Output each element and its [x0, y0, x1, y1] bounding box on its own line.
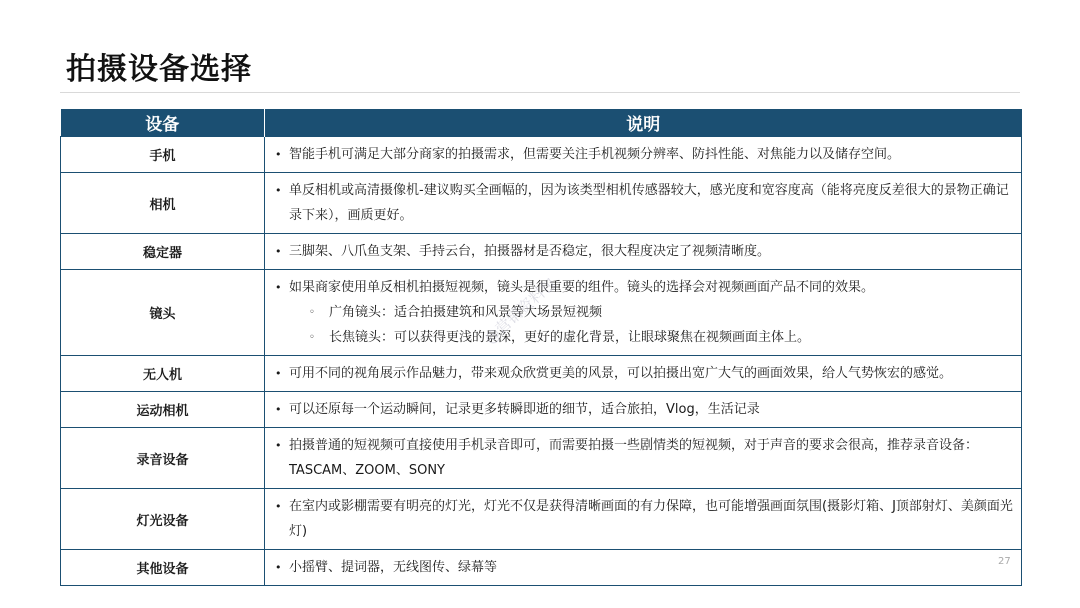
bullet-item: [275, 494, 1013, 544]
sub-bullet-icon: ◦: [309, 332, 315, 343]
bullet-text: 长焦镜头：可以获得更浅的景深，更好的虚化背景，让眼球聚焦在视频画面主体上。: [329, 330, 811, 345]
device-cell: 其他设备: [61, 550, 265, 586]
bullet-item: [275, 433, 1013, 483]
description-cell: [265, 270, 1022, 356]
description-cell: [265, 428, 1022, 489]
page-title: 拍摄设备选择: [66, 52, 252, 87]
device-cell: 镜头: [61, 270, 265, 356]
bullet-text: 三脚架、八爪鱼支架、手持云台，拍摄器材是否稳定，很大程度决定了视频清晰度。: [289, 244, 771, 259]
description-cell: [265, 550, 1022, 586]
bullet-icon: •: [275, 184, 282, 197]
title-divider: [60, 92, 1020, 93]
device-cell: 相机: [61, 173, 265, 234]
bullet-item: [275, 397, 1013, 422]
table-row: [61, 356, 1022, 392]
bullet-text: 小摇臂、提词器，无线图传、绿幕等: [289, 560, 498, 575]
description-cell: [265, 356, 1022, 392]
description-cell: [265, 173, 1022, 234]
bullet-icon: •: [275, 561, 282, 574]
bullet-icon: •: [275, 500, 282, 513]
sub-bullet-icon: ◦: [309, 307, 315, 318]
bullet-text: 在室内或影棚需要有明亮的灯光，灯光不仅是获得清晰画面的有力保障，也可能增强画面氛围(摄影灯箱、J顶部射灯、美颜面光灯): [289, 499, 1013, 539]
bullet-item: [275, 275, 1013, 300]
table-row: [61, 428, 1022, 489]
bullet-icon: •: [275, 281, 282, 294]
sub-bullet-item: [275, 300, 1013, 325]
bullet-item: [275, 361, 1013, 386]
bullet-icon: •: [275, 403, 282, 416]
equipment-table: [60, 109, 1022, 586]
device-cell: 录音设备: [61, 428, 265, 489]
device-cell: 无人机: [61, 356, 265, 392]
table-row: [61, 137, 1022, 173]
table-row: [61, 489, 1022, 550]
bullet-text: 单反相机或高清摄像机-建议购买全画幅的，因为该类型相机传感器较大，感光度和宽容度高（能将亮度反差很大的景物正确记录下来），画质更好。: [289, 183, 1009, 223]
device-cell: 灯光设备: [61, 489, 265, 550]
table-row: [61, 550, 1022, 586]
description-cell: [265, 234, 1022, 270]
header-description: 说明: [265, 109, 1022, 137]
bullet-item: [275, 178, 1013, 228]
device-cell: 运动相机: [61, 392, 265, 428]
sub-bullet-item: [275, 325, 1013, 350]
table-row: [61, 392, 1022, 428]
bullet-icon: •: [275, 439, 282, 452]
description-cell: [265, 137, 1022, 173]
watermark: @营销资料包: [480, 274, 560, 348]
bullet-item: [275, 239, 1013, 264]
bullet-text: 拍摄普通的短视频可直接使用手机录音即可，而需要拍摄一些剧情类的短视频，对于声音的要求会很高，推荐录音设备：TASCAM、ZOOM、SONY: [289, 438, 979, 478]
bullet-text: 如果商家使用单反相机拍摄短视频，镜头是很重要的组件。镜头的选择会对视频画面产品不同的效果。: [289, 280, 875, 295]
table-row: [61, 173, 1022, 234]
bullet-icon: •: [275, 245, 282, 258]
description-cell: [265, 489, 1022, 550]
page-number: 27: [998, 556, 1011, 567]
description-cell: [265, 392, 1022, 428]
bullet-item: [275, 555, 1013, 580]
bullet-text: 智能手机可满足大部分商家的拍摄需求，但需要关注手机视频分辨率、防抖性能、对焦能力以及储存空间。: [289, 147, 901, 162]
table-header-row: [61, 109, 1022, 137]
header-device: 设备: [61, 109, 265, 137]
bullet-text: 广角镜头：适合拍摄建筑和风景等大场景短视频: [329, 305, 603, 320]
bullet-text: 可以还原每一个运动瞬间，记录更多转瞬即逝的细节，适合旅拍，Vlog，生活记录: [289, 402, 760, 417]
bullet-icon: •: [275, 148, 282, 161]
device-cell: 手机: [61, 137, 265, 173]
bullet-icon: •: [275, 367, 282, 380]
device-cell: 稳定器: [61, 234, 265, 270]
bullet-text: 可用不同的视角展示作品魅力，带来观众欣赏更美的风景，可以拍摄出宽广大气的画面效果，给人气势恢宏的感觉。: [289, 366, 953, 381]
table-row: [61, 234, 1022, 270]
bullet-item: [275, 142, 1013, 167]
